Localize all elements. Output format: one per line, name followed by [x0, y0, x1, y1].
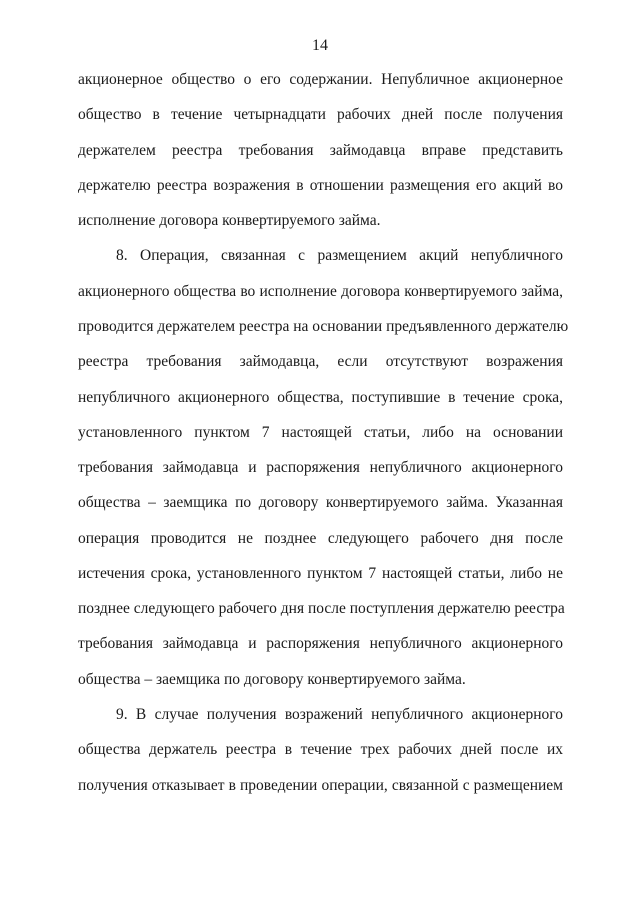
text-line: установленного пунктом 7 настоящей статьи, либо на основании [78, 424, 563, 441]
text-line: исполнение договора конвертируемого займа. [78, 212, 381, 229]
text-line: общество в течение четырнадцати рабочих дней после получения [78, 106, 563, 123]
text-line: операция проводится не позднее следующего рабочего дня после [78, 530, 563, 547]
text-line: общества держатель реестра в течение трех рабочих дней после их [78, 741, 563, 758]
text-line: общества – заемщика по договору конвертируемого займа. [78, 671, 466, 688]
text-line: получения отказывает в проведении операции, связанной с размещением [78, 777, 563, 794]
text-line: держателем реестра требования займодавца вправе представить [78, 142, 563, 159]
text-line: акционерного общества во исполнение договора конвертируемого займа, [78, 283, 563, 300]
text-line: общества – заемщика по договору конвертируемого займа. Указанная [78, 494, 563, 511]
text-line: непубличного акционерного общества, поступившие в течение срока, [78, 389, 563, 406]
text-line: позднее следующего рабочего дня после поступления держателю реестра [78, 600, 565, 617]
text-line: реестра требования займодавца, если отсутствуют возражения [78, 353, 563, 370]
text-line: требования займодавца и распоряжения непубличного акционерного [78, 635, 563, 652]
text-line: акционерное общество о его содержании. Непубличное акционерное [78, 71, 563, 88]
text-line: держателю реестра возражения в отношении размещения его акций во [78, 177, 563, 194]
paragraph-8-start: 8. Операция, связанная с размещением акций непубличного [116, 247, 563, 264]
text-line: требования займодавца и распоряжения непубличного акционерного [78, 459, 563, 476]
text-line: проводится держателем реестра на основании предъявленного держателю [78, 318, 569, 335]
paragraph-9-start: 9. В случае получения возражений непубличного акционерного [116, 706, 563, 723]
page-number: 14 [312, 37, 328, 54]
text-line: истечения срока, установленного пунктом 7 настоящей статьи, либо не [78, 565, 563, 582]
